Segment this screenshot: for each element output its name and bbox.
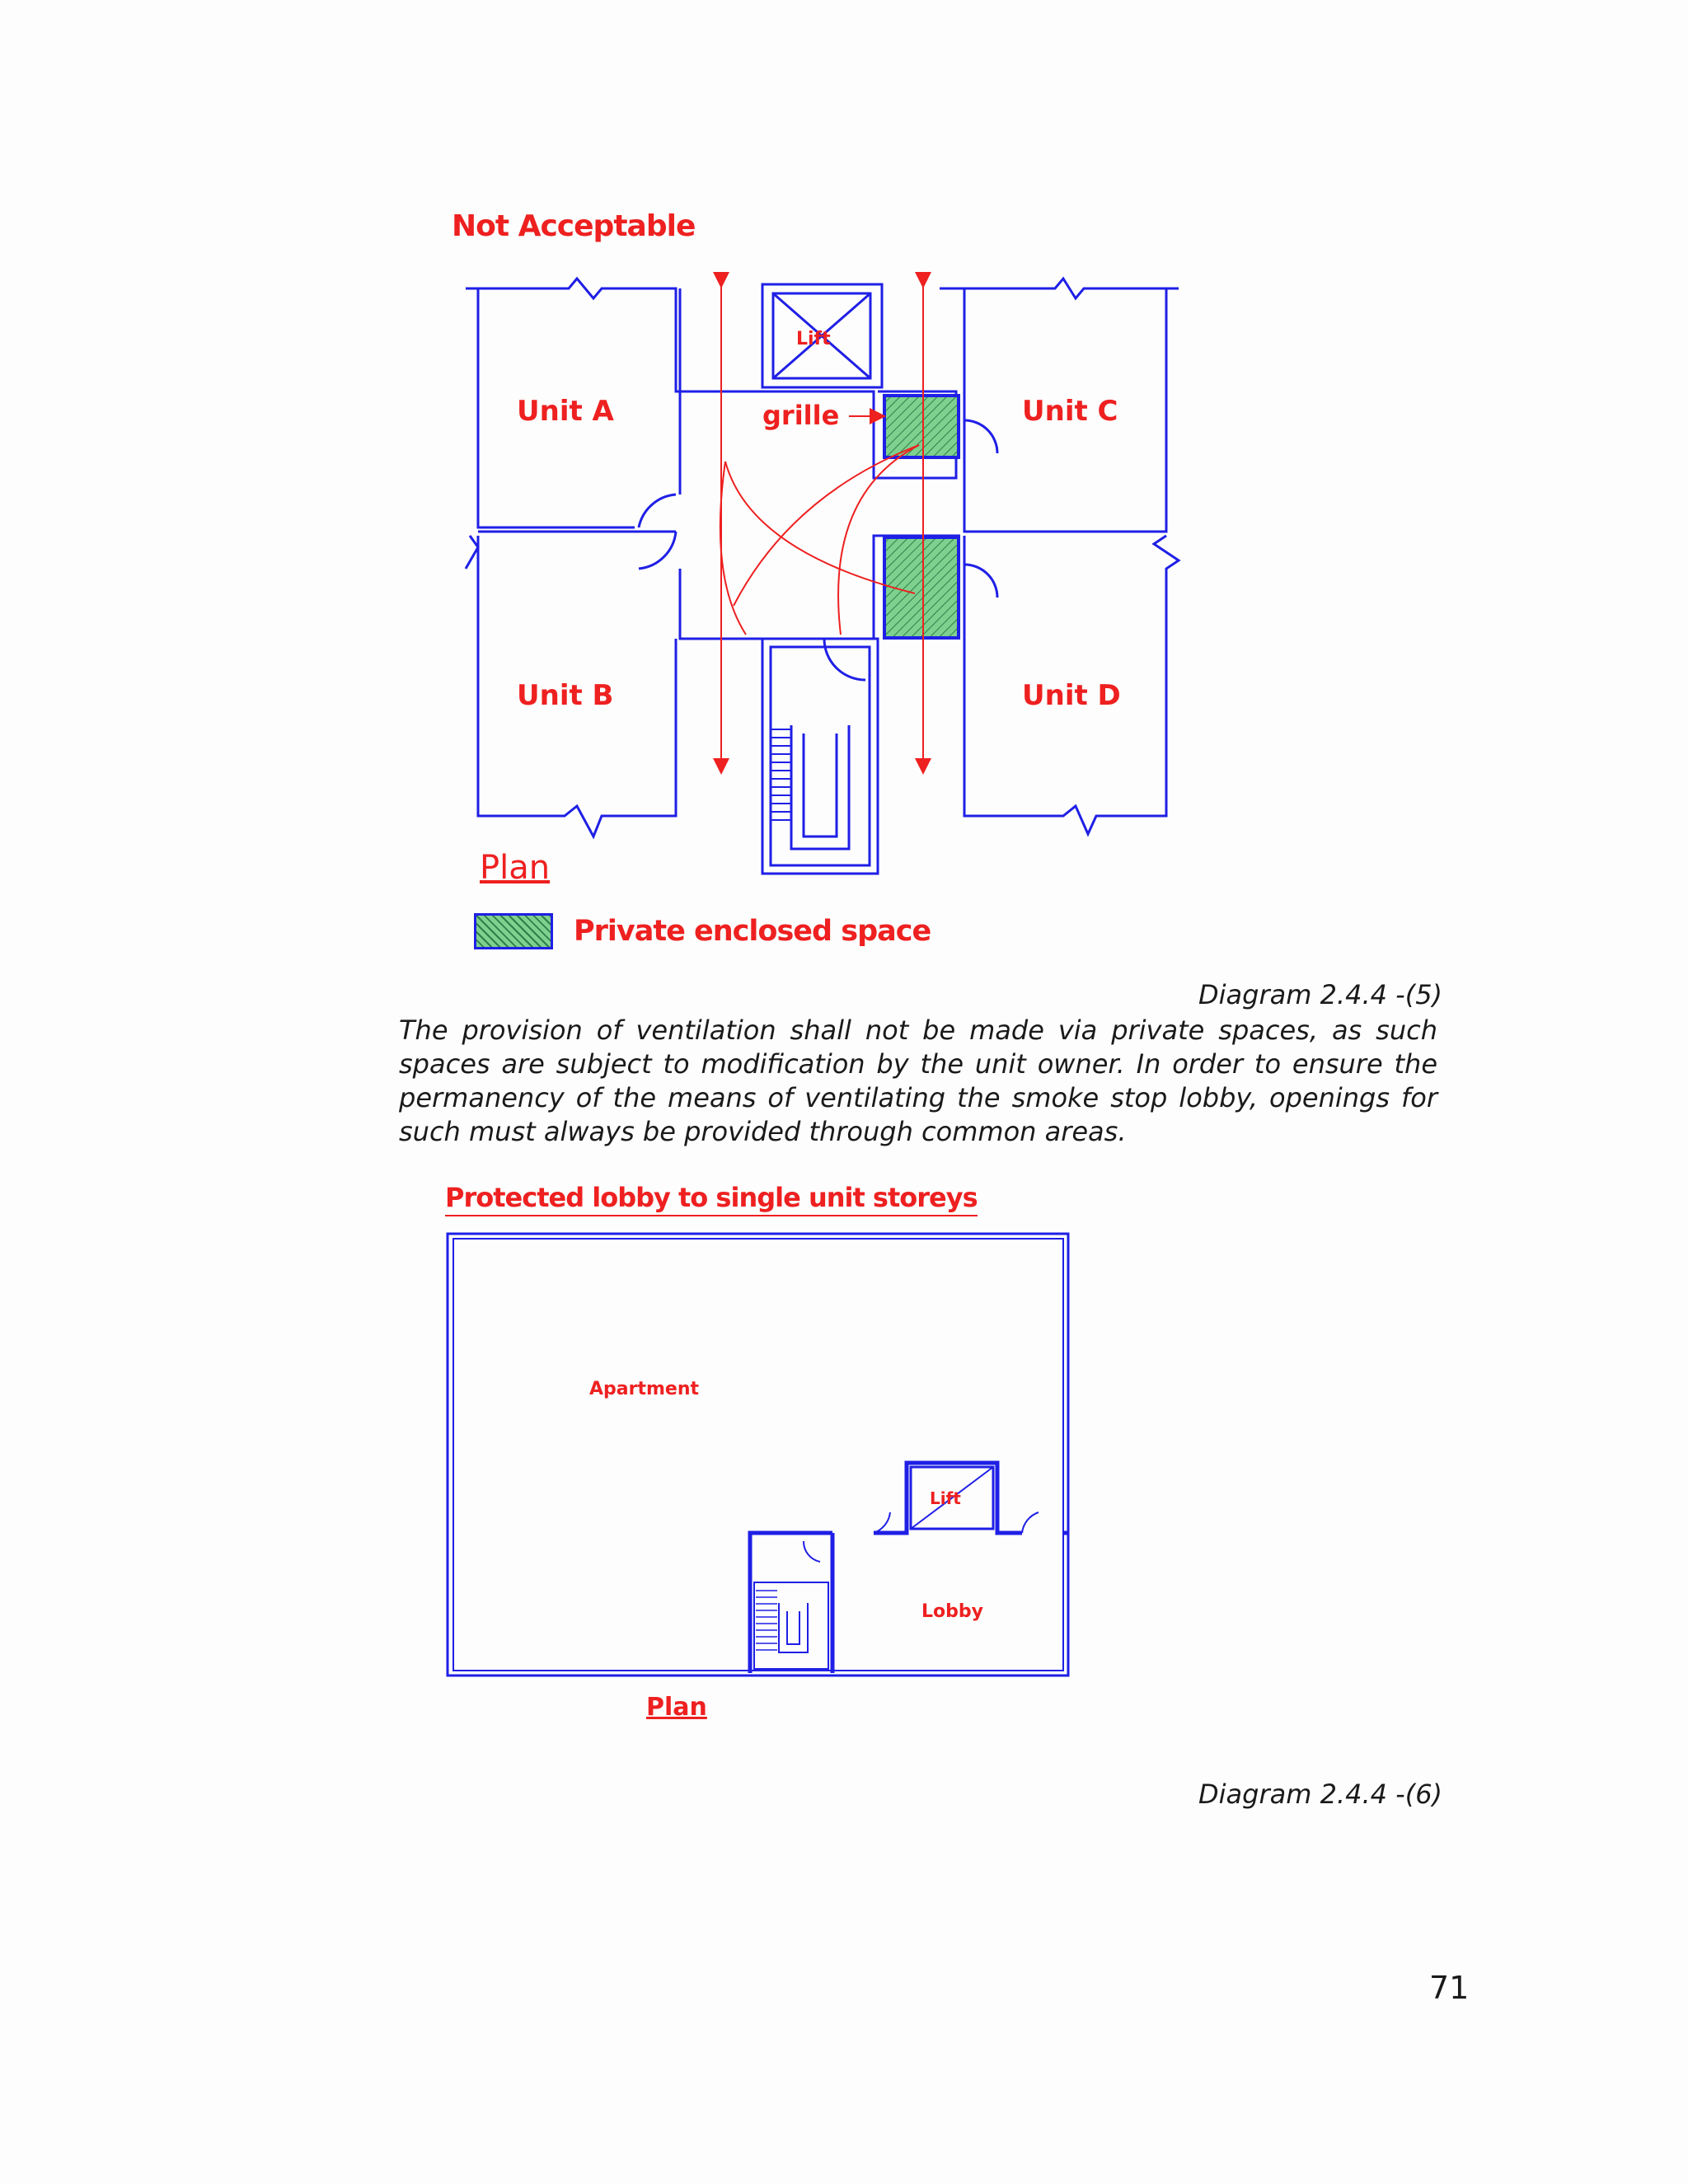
svg-text:grille: grille [762,400,840,431]
svg-text:Apartment: Apartment [589,1379,700,1399]
page-number: 71 [1429,1970,1470,2006]
svg-text:Lift: Lift [796,329,831,349]
diagram2-caption: Diagram 2.4.4 -(6) [1198,1779,1443,1810]
floor-plan-single-unit [445,1228,1071,1690]
diagram1-heading: Not Acceptable [452,209,696,243]
svg-text:Unit D: Unit D [1022,679,1121,712]
diagram1-caption: Diagram 2.4.4 -(5) [1198,979,1443,1010]
diagram1-plan-label: Plan [480,849,551,887]
svg-text:Lobby: Lobby [921,1601,983,1622]
svg-text:Lift: Lift [930,1488,961,1508]
svg-text:Unit A: Unit A [517,395,614,428]
legend-label: Private enclosed space [574,915,931,948]
svg-text:Unit C: Unit C [1022,395,1118,428]
diagram2-plan-label: Plan [646,1693,707,1722]
floor-plan-not-acceptable [445,264,1187,890]
svg-text:Unit B: Unit B [517,679,614,712]
legend-hatch-swatch [474,913,553,949]
body-paragraph: The provision of ventilation shall not be made via private spaces, as such spaces are subject to modification by the unit owner. In order to ensure the permanency of the means of ventilating the smoke stop lobby, openings for such must always be provided through common areas. [399,1015,1437,1147]
diagram2-heading: Protected lobby to single unit storeys [445,1182,978,1216]
